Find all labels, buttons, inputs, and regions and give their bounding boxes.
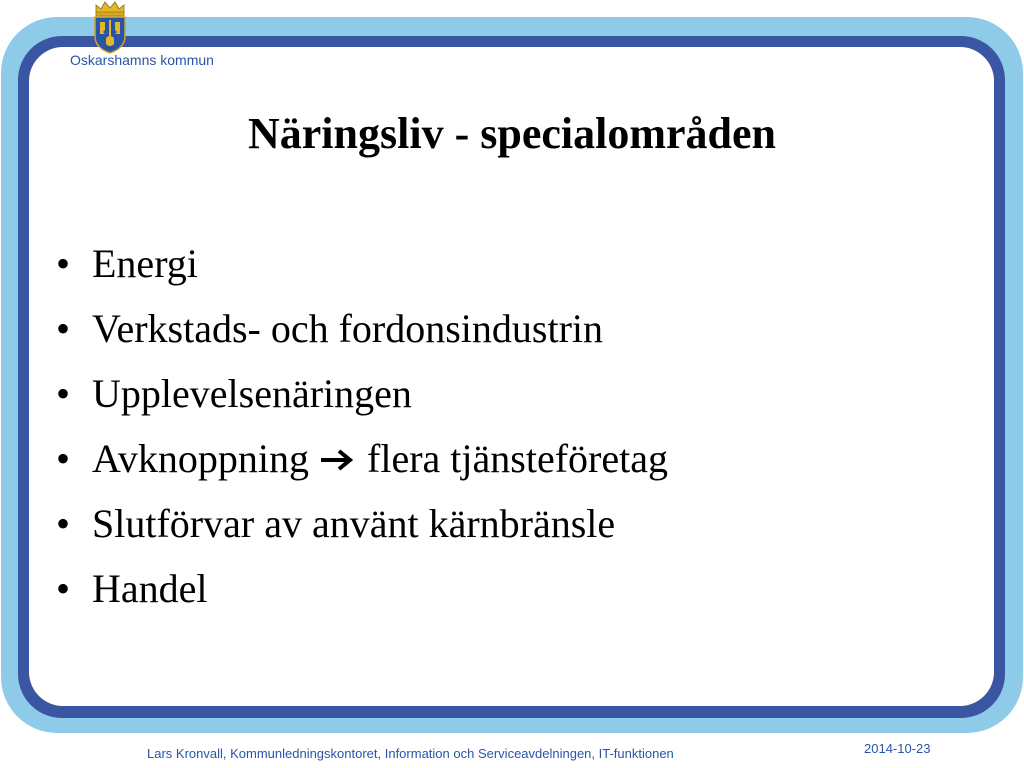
bullet-item-industry (56, 305, 668, 370)
bullet-item-energy (56, 240, 668, 305)
coat-of-arms-icon (91, 0, 129, 54)
footer-author: Lars Kronvall, Kommunledningskontoret, Information och Serviceavdelningen, IT-funktionen (147, 746, 674, 761)
bullet-text: Upplevelsenäringen (92, 371, 412, 416)
right-arrow-icon (319, 448, 359, 472)
bullet-icon: • (56, 501, 71, 546)
bullet-text: Energi (92, 241, 198, 286)
bullet-text: Slutförvar av använt kärnbränsle (92, 501, 616, 546)
bullet-icon: • (56, 306, 71, 351)
bullet-item-experience (56, 370, 668, 435)
organization-name: Oskarshamns kommun (70, 52, 214, 68)
bullet-text: Handel (92, 566, 208, 611)
bullet-text: flera tjänsteföretag (367, 436, 668, 481)
bullet-icon: • (56, 241, 71, 286)
bullet-item-nuclear-waste (56, 500, 668, 565)
bullet-icon: • (56, 371, 71, 416)
bullet-item-trade (56, 565, 668, 630)
bullet-text: Avknoppning (92, 436, 310, 481)
bullet-text: Verkstads- och fordonsindustrin (92, 306, 604, 351)
bullet-icon: • (56, 566, 71, 611)
bullet-list (56, 240, 668, 630)
footer-date: 2014-10-23 (864, 741, 931, 756)
slide-title: Näringsliv - specialområden (248, 109, 776, 158)
bullet-icon: • (56, 436, 71, 481)
bullet-item-spinoff (56, 435, 668, 500)
